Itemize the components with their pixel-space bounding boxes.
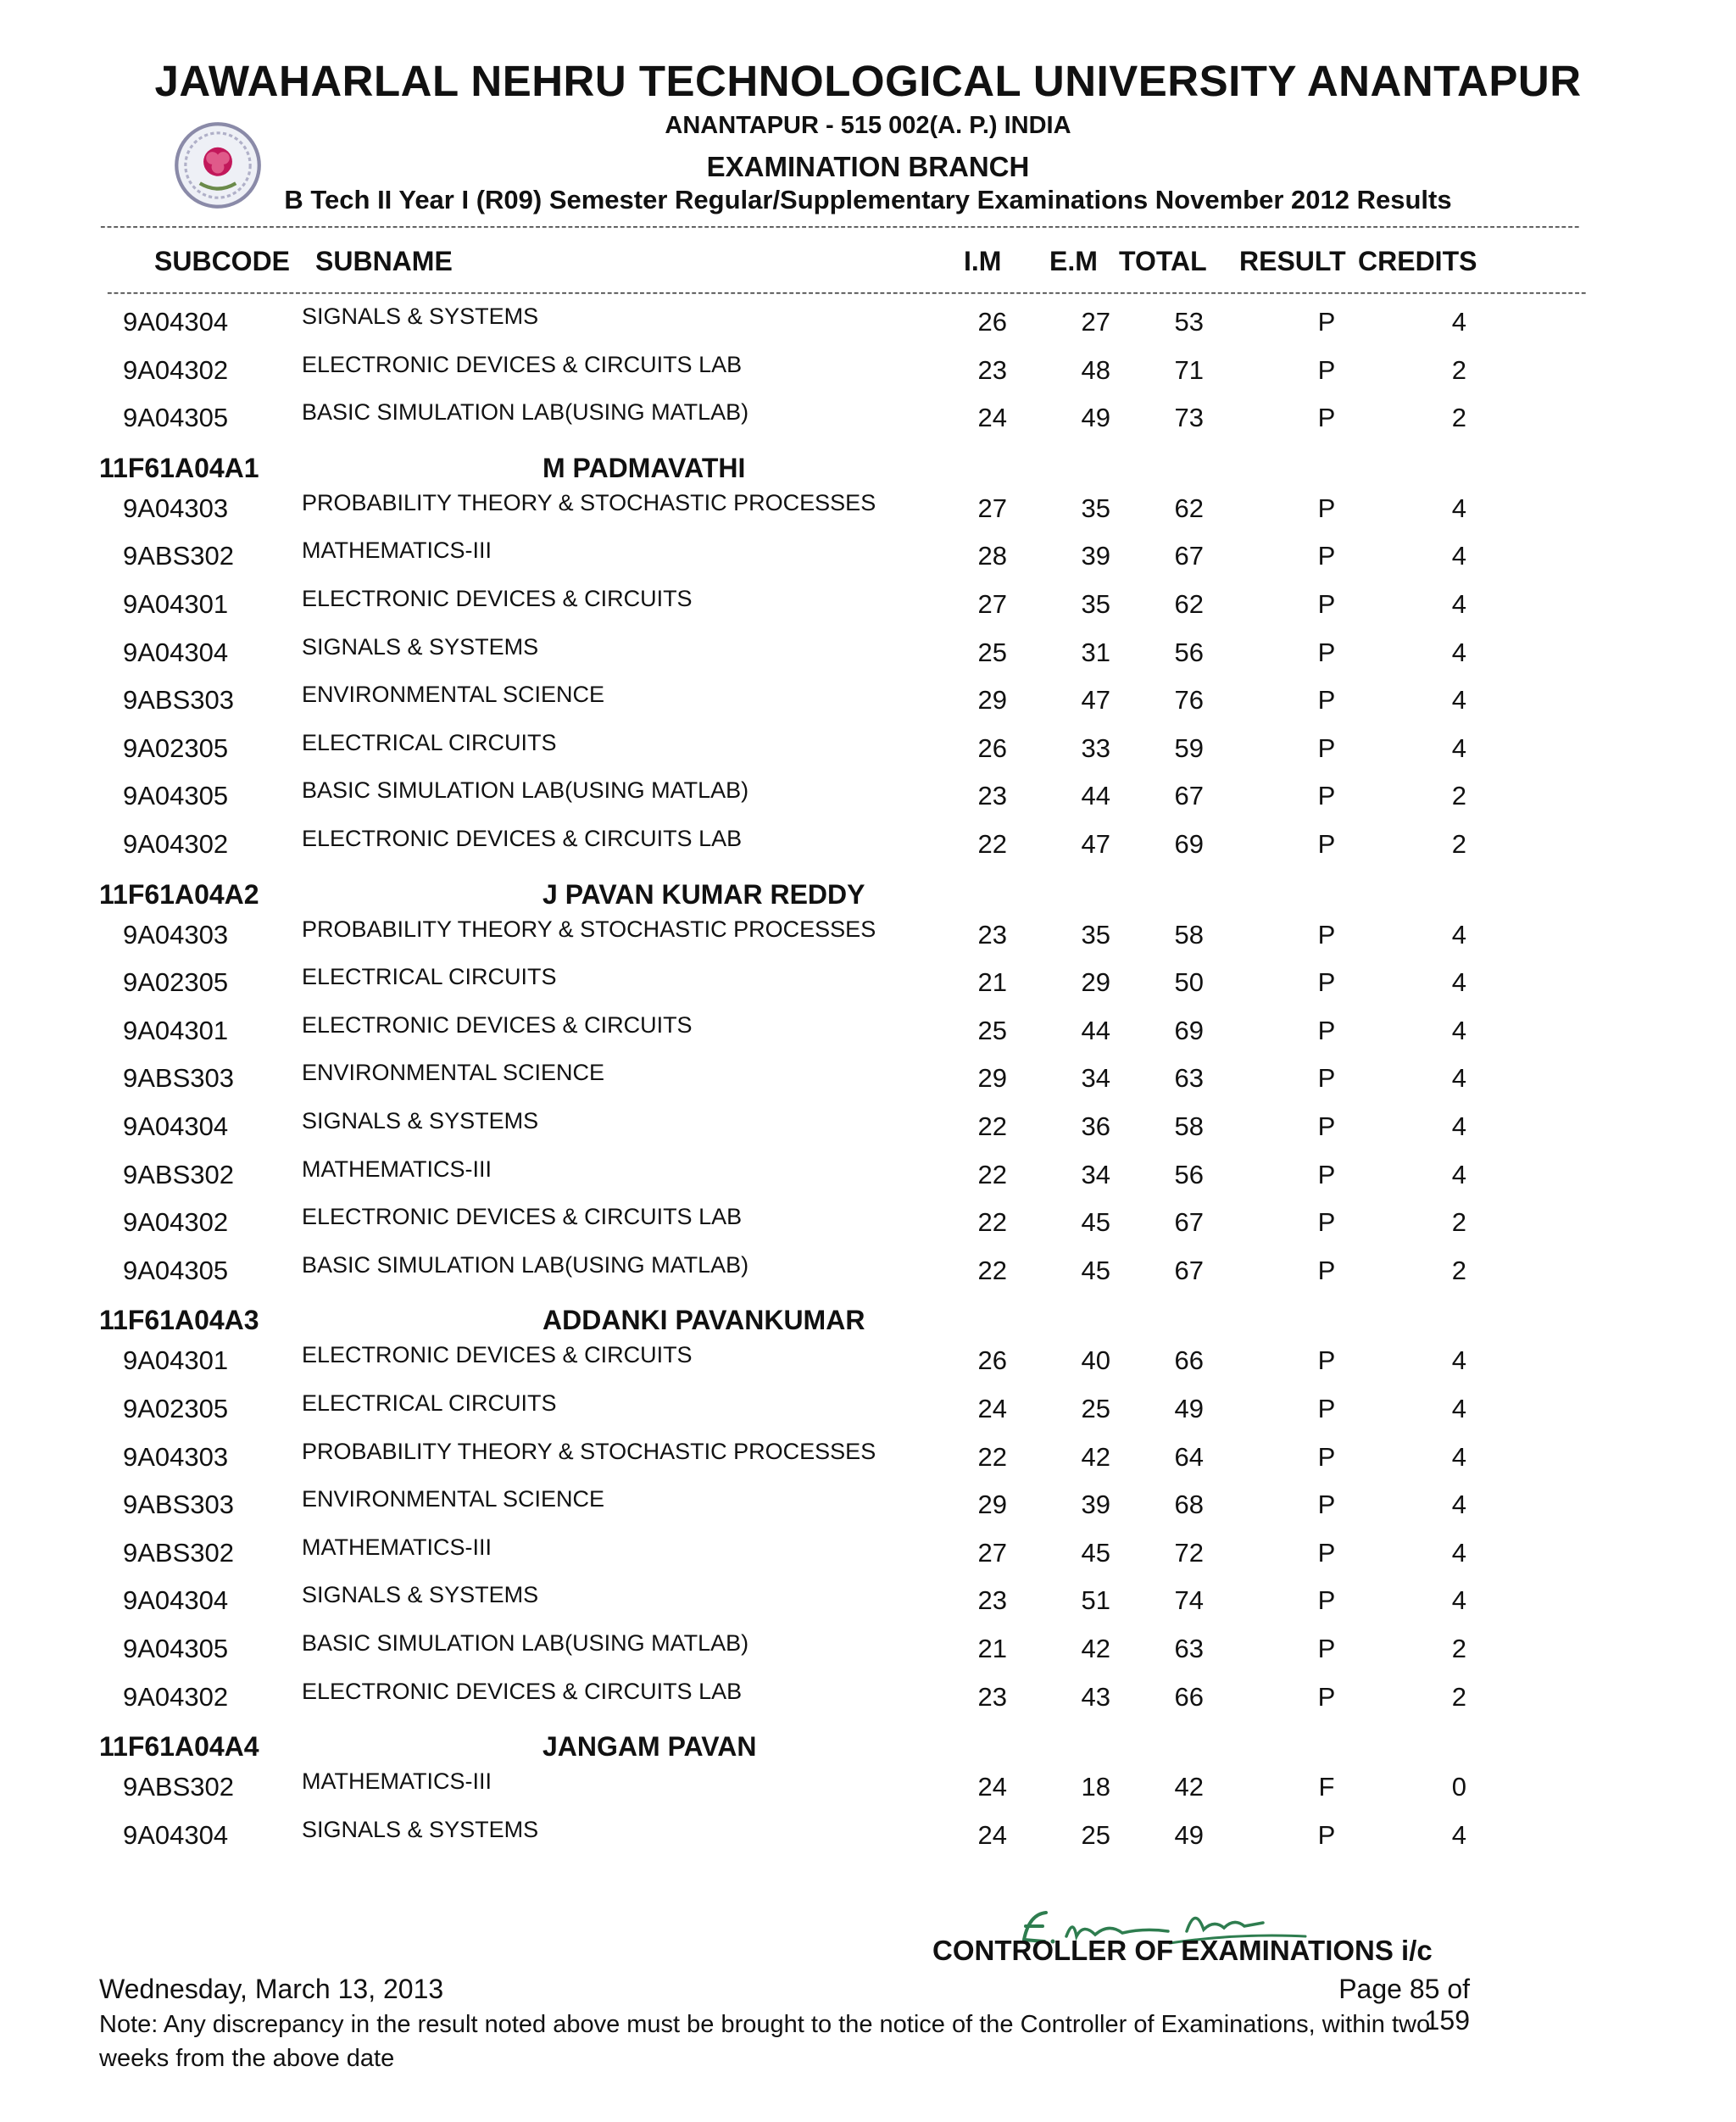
- external-marks: 42: [1081, 1634, 1110, 1663]
- subject-code: 9A04302: [123, 829, 229, 859]
- result-status: P: [1317, 685, 1336, 716]
- credits: 2: [1451, 1681, 1466, 1712]
- result-status: P: [1317, 1111, 1336, 1141]
- total-marks: 69: [1174, 1015, 1204, 1045]
- table-row: [0, 1342, 1736, 1393]
- subject-code: 9ABS303: [123, 1063, 234, 1094]
- internal-marks: 28: [977, 541, 1007, 571]
- university-address: ANANTAPUR - 515 002(A. P.) INDIA: [665, 112, 1071, 139]
- table-row: [0, 1060, 1736, 1111]
- total-marks: 53: [1174, 307, 1204, 337]
- result-status: P: [1317, 732, 1336, 763]
- subject-code: 9A04301: [123, 1345, 229, 1376]
- credits: 4: [1451, 1159, 1466, 1189]
- subject-code: 9A04303: [123, 493, 229, 523]
- credits: 4: [1451, 589, 1466, 619]
- total-marks: 64: [1174, 1441, 1204, 1472]
- result-status: P: [1317, 1681, 1336, 1712]
- internal-marks: 24: [977, 1394, 1007, 1423]
- total-marks: 66: [1174, 1345, 1204, 1376]
- external-marks: 45: [1081, 1207, 1110, 1238]
- subject-name: MATHEMATICS-III: [302, 1768, 492, 1795]
- subject-name: ELECTRONIC DEVICES & CIRCUITS: [302, 586, 693, 611]
- total-marks: 42: [1174, 1772, 1204, 1802]
- branch-title: EXAMINATION BRANCH: [706, 151, 1030, 182]
- subject-code: 9A04304: [123, 307, 229, 337]
- external-marks: 49: [1081, 403, 1110, 433]
- table-row: [0, 399, 1736, 450]
- total-marks: 63: [1174, 1634, 1204, 1663]
- internal-marks: 29: [977, 1063, 1007, 1094]
- result-status: P: [1317, 967, 1336, 998]
- table-row: [0, 1251, 1736, 1303]
- table-row: [0, 1204, 1736, 1255]
- table-row: [0, 489, 1736, 541]
- student-id: 11F61A04A3: [99, 1305, 259, 1336]
- credits: 4: [1451, 919, 1466, 950]
- result-status: P: [1317, 829, 1336, 859]
- subject-code: 9A04305: [123, 781, 229, 811]
- result-status: P: [1317, 1819, 1336, 1850]
- subject-code: 9ABS303: [123, 685, 234, 716]
- credits: 2: [1451, 403, 1466, 433]
- external-marks: 35: [1081, 589, 1110, 619]
- student-id: 11F61A04A2: [99, 878, 259, 910]
- total-marks: 68: [1174, 1490, 1204, 1520]
- result-status: P: [1317, 1537, 1336, 1568]
- table-row: [0, 916, 1736, 967]
- internal-marks: 24: [977, 1772, 1007, 1802]
- total-marks: 62: [1174, 493, 1204, 523]
- external-marks: 39: [1081, 1490, 1110, 1520]
- external-marks: 44: [1081, 1015, 1110, 1045]
- subject-name: ELECTRICAL CIRCUITS: [302, 964, 557, 990]
- table-row: [0, 729, 1736, 781]
- credits: 4: [1451, 732, 1466, 763]
- result-status: F: [1318, 1772, 1335, 1802]
- total-marks: 56: [1174, 637, 1204, 667]
- internal-marks: 22: [977, 1111, 1007, 1141]
- subject-name: ENVIRONMENTAL SCIENCE: [302, 1486, 605, 1512]
- total-marks: 49: [1174, 1819, 1204, 1850]
- subject-name: SIGNALS & SYSTEMS: [302, 1816, 539, 1842]
- result-status: P: [1317, 1585, 1336, 1616]
- credits: 4: [1451, 1585, 1466, 1616]
- subject-code: 9A04302: [123, 1207, 229, 1238]
- table-row: [0, 1486, 1736, 1537]
- subject-name: SIGNALS & SYSTEMS: [302, 304, 539, 329]
- total-marks: 49: [1174, 1394, 1204, 1423]
- credits: 4: [1451, 1537, 1466, 1568]
- subject-name: PROBABILITY THEORY & STOCHASTIC PROCESSES: [302, 489, 876, 515]
- credits: 4: [1451, 1394, 1466, 1423]
- student-header: [0, 879, 1736, 922]
- total-marks: 76: [1174, 685, 1204, 716]
- controller-title: CONTROLLER OF EXAMINATIONS i/c: [932, 1935, 1433, 1966]
- internal-marks: 27: [977, 589, 1007, 619]
- table-row: [0, 1108, 1736, 1159]
- internal-marks: 26: [977, 307, 1007, 337]
- col-credits: CREDITS: [1358, 246, 1477, 276]
- result-status: P: [1317, 354, 1336, 385]
- table-row: [0, 964, 1736, 1015]
- internal-marks: 27: [977, 493, 1007, 523]
- result-status: P: [1317, 1441, 1336, 1472]
- credits: 4: [1451, 637, 1466, 667]
- subject-name: BASIC SIMULATION LAB(USING MATLAB): [302, 1251, 749, 1278]
- credits: 4: [1451, 967, 1466, 998]
- student-name: ADDANKI PAVANKUMAR: [542, 1305, 865, 1336]
- subject-name: MATHEMATICS-III: [302, 537, 492, 564]
- result-status: P: [1317, 1394, 1336, 1423]
- subject-code: 9ABS302: [123, 1159, 234, 1189]
- subject-code: 9A04303: [123, 919, 229, 950]
- internal-marks: 23: [977, 919, 1007, 950]
- credits: 4: [1451, 307, 1466, 337]
- external-marks: 35: [1081, 919, 1110, 950]
- total-marks: 56: [1174, 1159, 1204, 1189]
- result-status: P: [1317, 781, 1336, 811]
- table-row: [0, 826, 1736, 877]
- internal-marks: 21: [977, 1634, 1007, 1663]
- result-status: P: [1317, 1255, 1336, 1285]
- credits: 2: [1451, 1634, 1466, 1663]
- col-im: I.M: [964, 246, 1002, 276]
- table-row: [0, 1438, 1736, 1490]
- table-row: [0, 1534, 1736, 1585]
- external-marks: 45: [1081, 1537, 1110, 1568]
- external-marks: 45: [1081, 1255, 1110, 1285]
- external-marks: 47: [1081, 829, 1110, 859]
- total-marks: 71: [1174, 354, 1204, 385]
- col-subcode: SUBCODE: [154, 246, 291, 276]
- table-row: [0, 1630, 1736, 1681]
- internal-marks: 23: [977, 781, 1007, 811]
- internal-marks: 29: [977, 1490, 1007, 1520]
- total-marks: 62: [1174, 589, 1204, 619]
- result-status: P: [1317, 307, 1336, 337]
- total-marks: 69: [1174, 829, 1204, 859]
- subject-name: BASIC SIMULATION LAB(USING MATLAB): [302, 1630, 749, 1656]
- result-status: P: [1317, 1345, 1336, 1376]
- internal-marks: 25: [977, 637, 1007, 667]
- subject-name: SIGNALS & SYSTEMS: [302, 633, 539, 660]
- separator-line-top: ------------------------------------------------------------------------------------------------------------------------------------------------------------------------------------------------------------------------------------: [100, 217, 1581, 236]
- subject-name: BASIC SIMULATION LAB(USING MATLAB): [302, 777, 749, 804]
- external-marks: 51: [1081, 1585, 1110, 1616]
- external-marks: 18: [1081, 1772, 1110, 1802]
- subject-code: 9A04304: [123, 1819, 229, 1850]
- internal-marks: 23: [977, 1681, 1007, 1712]
- result-status: P: [1317, 1159, 1336, 1189]
- subject-code: 9ABS302: [123, 1537, 234, 1568]
- subject-name: PROBABILITY THEORY & STOCHASTIC PROCESSES: [302, 916, 876, 942]
- credits: 4: [1451, 685, 1466, 716]
- subject-name: SIGNALS & SYSTEMS: [302, 1582, 539, 1608]
- credits: 4: [1451, 1819, 1466, 1850]
- external-marks: 39: [1081, 541, 1110, 571]
- table-row: [0, 777, 1736, 828]
- col-em: E.M: [1049, 246, 1098, 276]
- subject-code: 9A04302: [123, 354, 229, 385]
- external-marks: 35: [1081, 493, 1110, 523]
- internal-marks: 23: [977, 1585, 1007, 1616]
- subject-name: BASIC SIMULATION LAB(USING MATLAB): [302, 399, 749, 426]
- table-row: [0, 351, 1736, 403]
- subject-code: 9A04301: [123, 1015, 229, 1045]
- col-total: TOTAL: [1119, 246, 1207, 276]
- student-name: JANGAM PAVAN: [542, 1731, 757, 1763]
- internal-marks: 29: [977, 685, 1007, 716]
- external-marks: 31: [1081, 637, 1110, 667]
- credits: 4: [1451, 1441, 1466, 1472]
- total-marks: 67: [1174, 541, 1204, 571]
- external-marks: 42: [1081, 1441, 1110, 1472]
- result-status: P: [1317, 1490, 1336, 1520]
- internal-marks: 22: [977, 829, 1007, 859]
- credits: 2: [1451, 1207, 1466, 1238]
- internal-marks: 22: [977, 1207, 1007, 1238]
- credits: 0: [1451, 1772, 1466, 1802]
- subject-name: ENVIRONMENTAL SCIENCE: [302, 1060, 605, 1086]
- total-marks: 66: [1174, 1681, 1204, 1712]
- table-row: [0, 1156, 1736, 1207]
- internal-marks: 23: [977, 354, 1007, 385]
- separator-line-header: ------------------------------------------------------------------------------------------------------------------------------------------------------------------------------------------------------------------------------------: [107, 283, 1588, 302]
- credits: 4: [1451, 1015, 1466, 1045]
- result-status: P: [1317, 1207, 1336, 1238]
- external-marks: 25: [1081, 1819, 1110, 1850]
- total-marks: 67: [1174, 1207, 1204, 1238]
- credits: 2: [1451, 354, 1466, 385]
- student-header: [0, 1305, 1736, 1347]
- student-header: [0, 1731, 1736, 1774]
- student-name: J PAVAN KUMAR REDDY: [542, 878, 865, 910]
- result-status: P: [1317, 1015, 1336, 1045]
- result-status: P: [1317, 403, 1336, 433]
- external-marks: 25: [1081, 1394, 1110, 1423]
- internal-marks: 22: [977, 1255, 1007, 1285]
- result-status: P: [1317, 589, 1336, 619]
- total-marks: 73: [1174, 403, 1204, 433]
- subject-name: ELECTRICAL CIRCUITS: [302, 729, 557, 755]
- external-marks: 36: [1081, 1111, 1110, 1141]
- table-row: [0, 1768, 1736, 1819]
- internal-marks: 25: [977, 1015, 1007, 1045]
- col-subname: SUBNAME: [315, 246, 453, 276]
- exam-title: B Tech II Year I (R09) Semester Regular/Supplementary Examinations November 2012 Results: [284, 185, 1452, 214]
- subject-code: 9A04304: [123, 637, 229, 667]
- credits: 4: [1451, 1345, 1466, 1376]
- subject-name: ENVIRONMENTAL SCIENCE: [302, 682, 605, 708]
- credits: 2: [1451, 1255, 1466, 1285]
- subject-code: 9A02305: [123, 1394, 229, 1423]
- external-marks: 47: [1081, 685, 1110, 716]
- subject-name: ELECTRONIC DEVICES & CIRCUITS: [302, 1342, 693, 1368]
- total-marks: 72: [1174, 1537, 1204, 1568]
- internal-marks: 22: [977, 1159, 1007, 1189]
- table-row: [0, 1390, 1736, 1441]
- external-marks: 40: [1081, 1345, 1110, 1376]
- credits: 2: [1451, 781, 1466, 811]
- discrepancy-note: Note: Any discrepancy in the result noted above must be brought to the notice of the Controller of Examinations, within two weeks from the above date: [99, 2011, 1431, 2072]
- external-marks: 34: [1081, 1159, 1110, 1189]
- col-result: RESULT: [1239, 246, 1346, 276]
- total-marks: 59: [1174, 732, 1204, 763]
- internal-marks: 22: [977, 1441, 1007, 1472]
- subject-name: SIGNALS & SYSTEMS: [302, 1108, 539, 1133]
- table-row: [0, 1678, 1736, 1729]
- subject-name: ELECTRONIC DEVICES & CIRCUITS LAB: [302, 1204, 743, 1230]
- table-row: [0, 537, 1736, 588]
- subject-name: ELECTRONIC DEVICES & CIRCUITS: [302, 1011, 693, 1038]
- external-marks: 27: [1081, 307, 1110, 337]
- student-name: M PADMAVATHI: [542, 452, 746, 483]
- total-marks: 67: [1174, 781, 1204, 811]
- total-marks: 63: [1174, 1063, 1204, 1094]
- credits: 4: [1451, 1063, 1466, 1094]
- external-marks: 33: [1081, 732, 1110, 763]
- total-marks: 67: [1174, 1255, 1204, 1285]
- table-row: [0, 682, 1736, 732]
- result-status: P: [1317, 919, 1336, 950]
- university-name: JAWAHARLAL NEHRU TECHNOLOGICAL UNIVERSITY ANANTAPUR: [154, 57, 1582, 105]
- student-id: 11F61A04A4: [99, 1731, 259, 1763]
- student-id: 11F61A04A1: [99, 452, 259, 483]
- internal-marks: 27: [977, 1537, 1007, 1568]
- subject-code: 9A04302: [123, 1681, 229, 1712]
- result-status: P: [1317, 1634, 1336, 1663]
- subject-name: MATHEMATICS-III: [302, 1534, 492, 1560]
- result-status: P: [1317, 493, 1336, 523]
- external-marks: 43: [1081, 1681, 1110, 1712]
- result-status: P: [1317, 637, 1336, 667]
- credits: 4: [1451, 541, 1466, 571]
- external-marks: 34: [1081, 1063, 1110, 1094]
- subject-code: 9A04305: [123, 1634, 229, 1663]
- credits: 2: [1451, 829, 1466, 859]
- print-date: Wednesday, March 13, 2013: [99, 1974, 444, 2004]
- internal-marks: 21: [977, 967, 1007, 998]
- external-marks: 44: [1081, 781, 1110, 811]
- subject-name: ELECTRICAL CIRCUITS: [302, 1390, 557, 1416]
- subject-code: 9A04305: [123, 403, 229, 433]
- total-marks: 58: [1174, 1111, 1204, 1141]
- total-marks: 50: [1174, 967, 1204, 998]
- table-row: [0, 633, 1736, 685]
- total-marks: 58: [1174, 919, 1204, 950]
- subject-code: 9ABS302: [123, 541, 234, 571]
- result-status: P: [1317, 541, 1336, 571]
- student-header: [0, 453, 1736, 495]
- subject-name: ELECTRONIC DEVICES & CIRCUITS LAB: [302, 1678, 743, 1704]
- table-row: [0, 1011, 1736, 1063]
- table-row: [0, 1816, 1736, 1868]
- subject-code: 9A04304: [123, 1111, 229, 1141]
- subject-code: 9A02305: [123, 732, 229, 763]
- page-number: Page 85 of 159: [1338, 1974, 1470, 2036]
- subject-name: ELECTRONIC DEVICES & CIRCUITS LAB: [302, 826, 743, 851]
- internal-marks: 24: [977, 403, 1007, 433]
- internal-marks: 26: [977, 1345, 1007, 1376]
- subject-code: 9ABS303: [123, 1490, 234, 1520]
- subject-name: MATHEMATICS-III: [302, 1156, 492, 1182]
- credits: 4: [1451, 1490, 1466, 1520]
- total-marks: 74: [1174, 1585, 1204, 1616]
- subject-code: 9A04303: [123, 1441, 229, 1472]
- external-marks: 48: [1081, 354, 1110, 385]
- table-row: [0, 586, 1736, 637]
- result-status: P: [1317, 1063, 1336, 1094]
- table-row: [0, 304, 1736, 354]
- table-row: [0, 1582, 1736, 1633]
- internal-marks: 24: [977, 1819, 1007, 1850]
- credits: 4: [1451, 493, 1466, 523]
- subject-code: 9A04305: [123, 1255, 229, 1285]
- credits: 4: [1451, 1111, 1466, 1141]
- subject-code: 9A04301: [123, 589, 229, 619]
- subject-name: PROBABILITY THEORY & STOCHASTIC PROCESSES: [302, 1438, 876, 1464]
- subject-code: 9A04304: [123, 1585, 229, 1616]
- subject-name: ELECTRONIC DEVICES & CIRCUITS LAB: [302, 351, 743, 377]
- subject-code: 9ABS302: [123, 1772, 234, 1802]
- subject-code: 9A02305: [123, 967, 229, 998]
- internal-marks: 26: [977, 732, 1007, 763]
- external-marks: 29: [1081, 967, 1110, 998]
